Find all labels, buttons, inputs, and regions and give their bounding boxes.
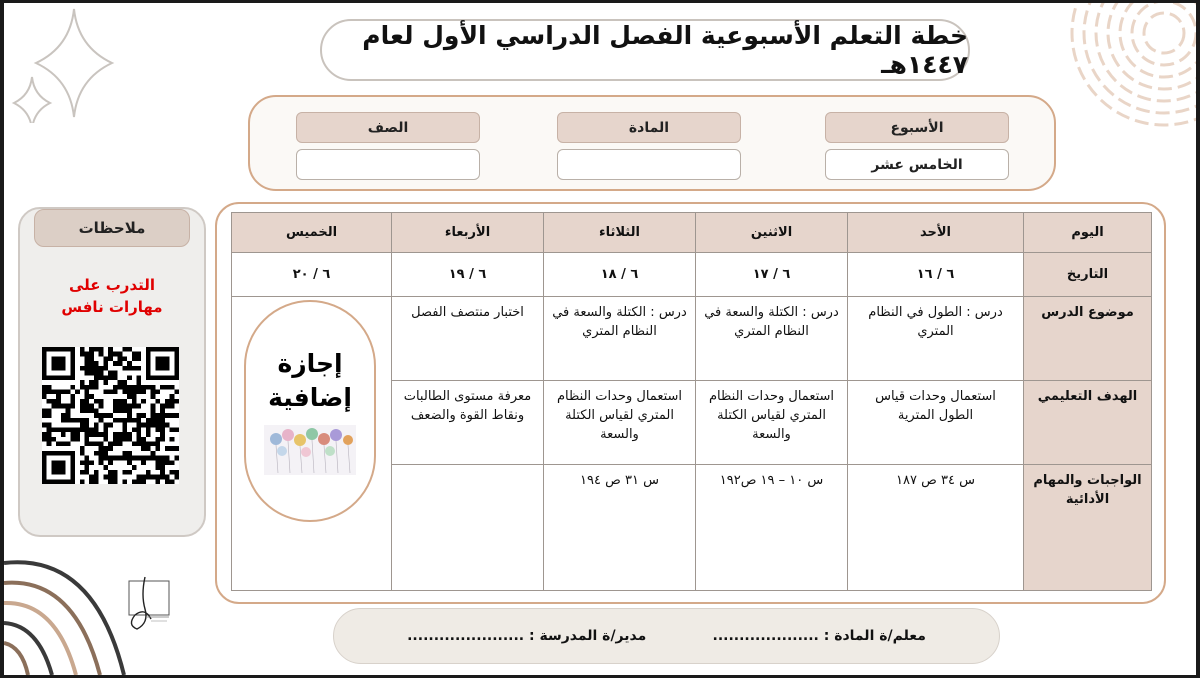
- date-cell: ٦ / ١٧: [696, 253, 848, 297]
- qr-code-icon[interactable]: [42, 347, 179, 484]
- teacher-signature-line[interactable]: معلم/ة المادة : ....................: [712, 628, 926, 644]
- header-wednesday: الأربعاء: [392, 213, 544, 253]
- topic-cell: درس : الكتلة والسعة في النظام المتري: [696, 297, 848, 381]
- goal-cell: استعمال وحدات النظام المتري لقياس الكتلة والسعة: [696, 381, 848, 465]
- principal-signature-line[interactable]: مدير/ة المدرسة : ......................: [407, 628, 647, 644]
- row-label-topic: موضوع الدرس: [1024, 297, 1152, 381]
- header-sunday: الأحد: [848, 213, 1024, 253]
- holiday-badge: [244, 300, 376, 522]
- week-label: الأسبوع: [825, 112, 1009, 143]
- signature-footer: [333, 608, 1000, 664]
- row-label-date: التاريخ: [1024, 253, 1152, 297]
- row-label-homework: الواجبات والمهام الأدائية: [1024, 465, 1152, 591]
- topic-cell: درس : الطول في النظام المتري: [848, 297, 1024, 381]
- class-label: الصف: [296, 112, 480, 143]
- rings-decoration-icon: [1044, 3, 1196, 143]
- signature-logo-icon: [115, 575, 173, 631]
- date-cell: ٦ / ١٩: [392, 253, 544, 297]
- notes-text: [18, 274, 206, 318]
- homework-cell: [392, 465, 544, 591]
- header-monday: الاثنين: [696, 213, 848, 253]
- holiday-line-1: إجازة: [277, 349, 343, 378]
- balloons-icon: [264, 425, 356, 475]
- homework-cell: س ٣١ ص ١٩٤: [544, 465, 696, 591]
- goal-cell: معرفة مستوى الطالبات ونقاط القوة والضعف: [392, 381, 544, 465]
- table-header-row: [232, 213, 1152, 253]
- page-title: خطة التعلم الأسبوعية الفصل الدراسي الأول لعام ١٤٤٧هـ: [362, 21, 968, 79]
- holiday-line-2: إضافية: [268, 383, 352, 412]
- goal-cell: استعمال وحدات النظام المتري لقياس الكتلة والسعة: [544, 381, 696, 465]
- header-thursday: الخميس: [232, 213, 392, 253]
- notes-line-2: مهارات نافس: [61, 298, 163, 316]
- notes-line-1: التدرب على: [68, 276, 156, 294]
- subject-label: المادة: [557, 112, 741, 143]
- homework-cell: س ١٠ – ١٩ ص١٩٢: [696, 465, 848, 591]
- date-cell: ٦ / ١٨: [544, 253, 696, 297]
- topic-cell: درس : الكتلة والسعة في النظام المتري: [544, 297, 696, 381]
- topic-cell: اختبار منتصف الفصل: [392, 297, 544, 381]
- class-field[interactable]: [296, 149, 480, 180]
- subject-field[interactable]: [557, 149, 741, 180]
- homework-cell: س ٣٤ ص ١٨٧: [848, 465, 1024, 591]
- date-cell: ٦ / ٢٠: [232, 253, 392, 297]
- date-cell: ٦ / ١٦: [848, 253, 1024, 297]
- goal-cell: استعمال وحدات قياس الطول المترية: [848, 381, 1024, 465]
- row-label-goal: الهدف التعليمي: [1024, 381, 1152, 465]
- title-banner: [320, 19, 970, 81]
- table-row-date: [232, 253, 1152, 297]
- star-decoration-icon: [4, 3, 134, 123]
- header-tuesday: الثلاثاء: [544, 213, 696, 253]
- week-field[interactable]: الخامس عشر: [825, 149, 1009, 180]
- header-day: اليوم: [1024, 213, 1152, 253]
- notes-title: ملاحظات: [34, 209, 190, 247]
